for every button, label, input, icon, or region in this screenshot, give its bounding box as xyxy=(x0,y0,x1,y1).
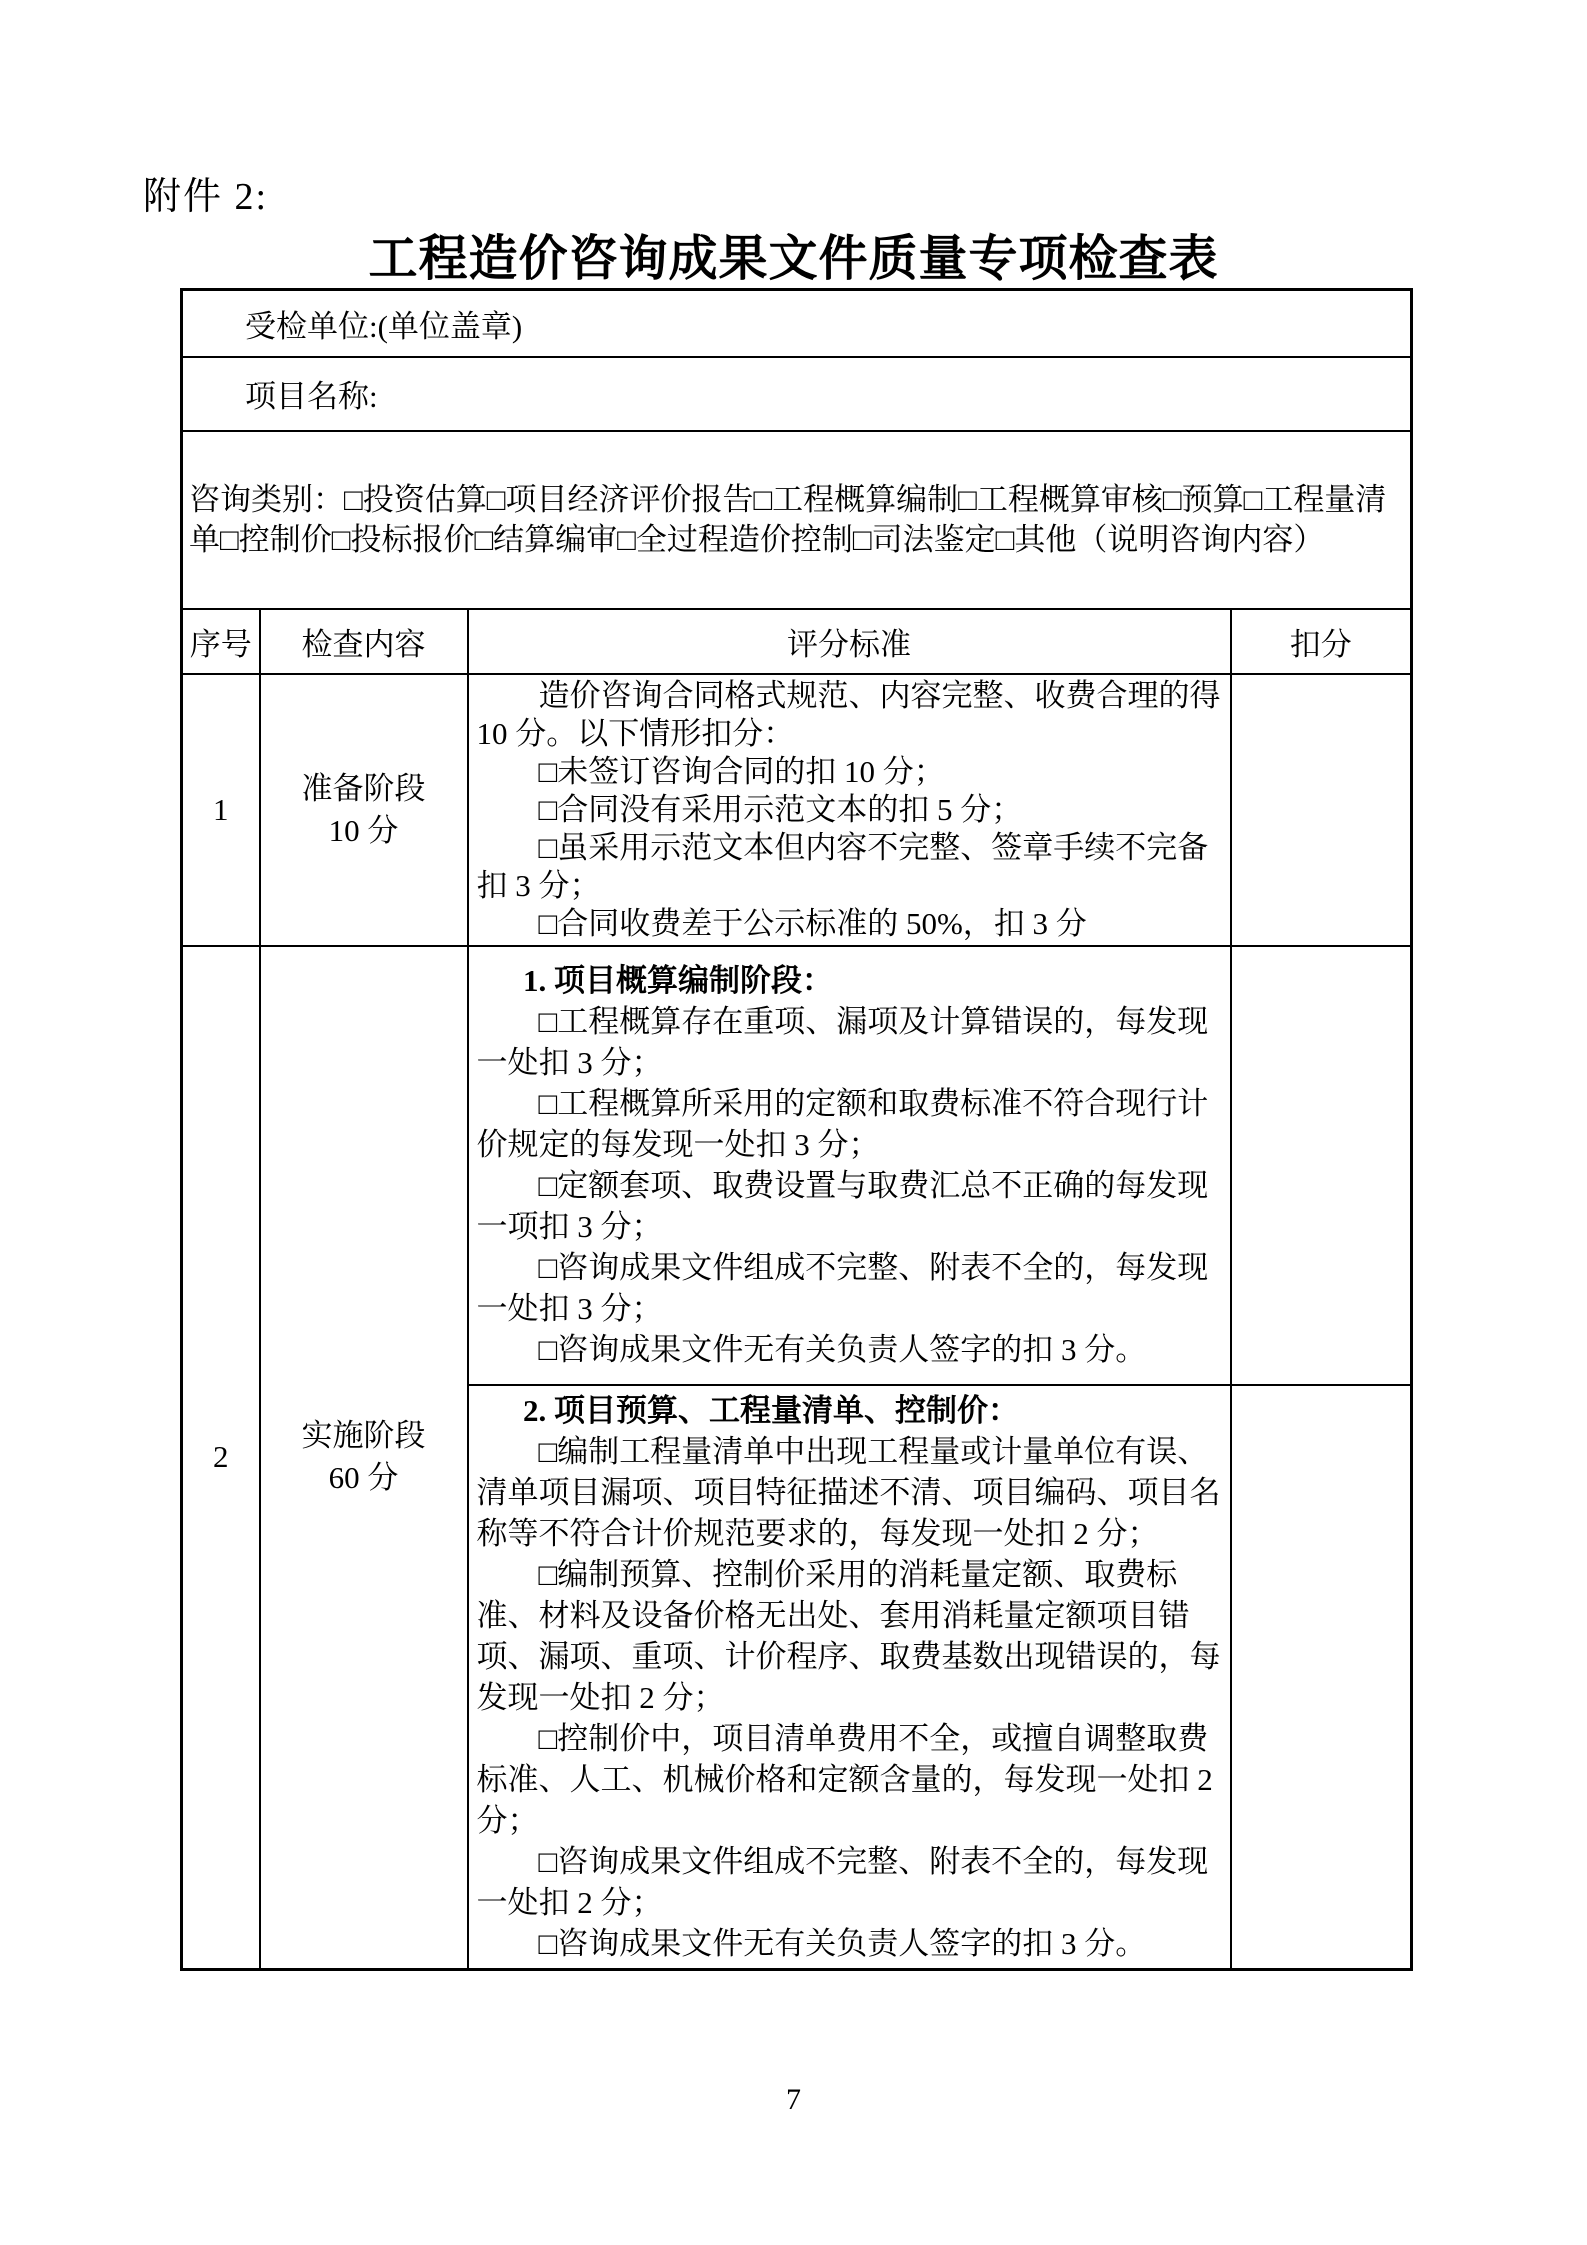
section2-heading: 2. 项目预算、工程量清单、控制价： xyxy=(523,1392,1019,1428)
row2-criteria-section2 xyxy=(468,1385,1231,1970)
table-row-1 xyxy=(182,674,1412,946)
criteria-checkbox-item: □虽采用示范文本但内容不完整、签章手续不完备扣 3 分； xyxy=(476,829,1209,903)
row2b-deduction-cell xyxy=(1231,1385,1412,1970)
criteria-checkbox-item: □控制价中，项目清单费用不全，或擅自调整取费标准、人工、机械价格和定额含量的，每发现一处扣 2 分； xyxy=(476,1720,1213,1838)
page-title: 工程造价咨询成果文件质量专项检查表 xyxy=(368,231,1219,286)
criteria-checkbox-item: □工程概算存在重项、漏项及计算错误的，每发现一处扣 3 分； xyxy=(476,1004,1209,1080)
attachment-label: 附件 2: xyxy=(143,176,269,218)
criteria-checkbox-item: □咨询成果文件组成不完整、附表不全的，每发现一处扣 2 分； xyxy=(476,1843,1209,1920)
consulting-category-row xyxy=(182,431,1412,609)
table-row-2a xyxy=(182,946,1412,1385)
project-name-cell: 项目名称: xyxy=(182,357,1412,431)
header-no: 序号 xyxy=(182,609,260,674)
row2-criteria-section1 xyxy=(468,946,1231,1385)
header-content: 检查内容 xyxy=(260,609,468,674)
consulting-category-cell: 咨询类别：□投资估算□项目经济评价报告□工程概算编制□工程概算审核□预算□工程量清单□控制价□投标报价□结算编审□全过程造价控制□司法鉴定□其他（说明咨询内容） xyxy=(182,431,1412,609)
row1-deduction-cell xyxy=(1231,674,1412,946)
section1-heading: 1. 项目概算编制阶段： xyxy=(523,963,833,998)
row2a-deduction-cell xyxy=(1231,946,1412,1385)
row1-no: 1 xyxy=(182,674,260,946)
row1-stage-score: 10 分 xyxy=(328,812,399,848)
row1-criteria xyxy=(468,674,1231,946)
row1-stage xyxy=(260,674,468,946)
inspected-unit-row xyxy=(182,290,1412,357)
criteria-checkbox-item: □编制工程量清单中出现工程量或计量单位有误、清单项目漏项、项目特征描述不清、项目编码、项目名称等不符合计价规范要求的，每发现一处扣 2 分； xyxy=(476,1433,1221,1551)
criteria-checkbox-item: □工程概算所采用的定额和取费标准不符合现行计价规定的每发现一处扣 3 分； xyxy=(476,1086,1209,1162)
header-criteria: 评分标准 xyxy=(468,609,1231,674)
criteria-checkbox-item: □咨询成果文件无有关负责人签字的扣 3 分。 xyxy=(538,1332,1147,1367)
project-name-row xyxy=(182,357,1412,431)
criteria-checkbox-item: □编制预算、控制价采用的消耗量定额、取费标准、材料及设备价格无出处、套用消耗量定额项目错项、漏项、重项、计价程序、取费基数出现错误的，每发现一处扣 2 分； xyxy=(476,1556,1221,1715)
criteria-checkbox-item: □未签订咨询合同的扣 10 分； xyxy=(538,753,945,789)
criteria-checkbox-item: □咨询成果文件无有关负责人签字的扣 3 分。 xyxy=(538,1925,1147,1961)
table-header-row xyxy=(182,609,1412,674)
row2-stage-name: 实施阶段 xyxy=(301,1418,426,1454)
row2-stage xyxy=(260,946,468,1970)
criteria-checkbox-item: □定额套项、取费设置与取费汇总不正确的每发现一项扣 3 分； xyxy=(476,1168,1209,1244)
row2-stage-score: 60 分 xyxy=(328,1460,399,1496)
criteria-checkbox-item: □合同收费差于公示标准的 50%，扣 3 分 xyxy=(538,905,1087,941)
header-deduction: 扣分 xyxy=(1231,609,1412,674)
criteria-checkbox-item: □合同没有采用示范文本的扣 5 分； xyxy=(538,791,1023,827)
criteria-checkbox-item: □咨询成果文件组成不完整、附表不全的，每发现一处扣 3 分； xyxy=(476,1250,1209,1326)
row1-stage-name: 准备阶段 xyxy=(301,770,426,806)
inspection-table xyxy=(180,288,1413,1971)
row2-no: 2 xyxy=(182,946,260,1970)
inspected-unit-cell: 受检单位:(单位盖章) xyxy=(182,290,1412,357)
criteria-paragraph: 造价咨询合同格式规范、内容完整、收费合理的得 10 分。以下情形扣分： xyxy=(476,677,1221,751)
page-number: 7 xyxy=(786,2083,801,2116)
